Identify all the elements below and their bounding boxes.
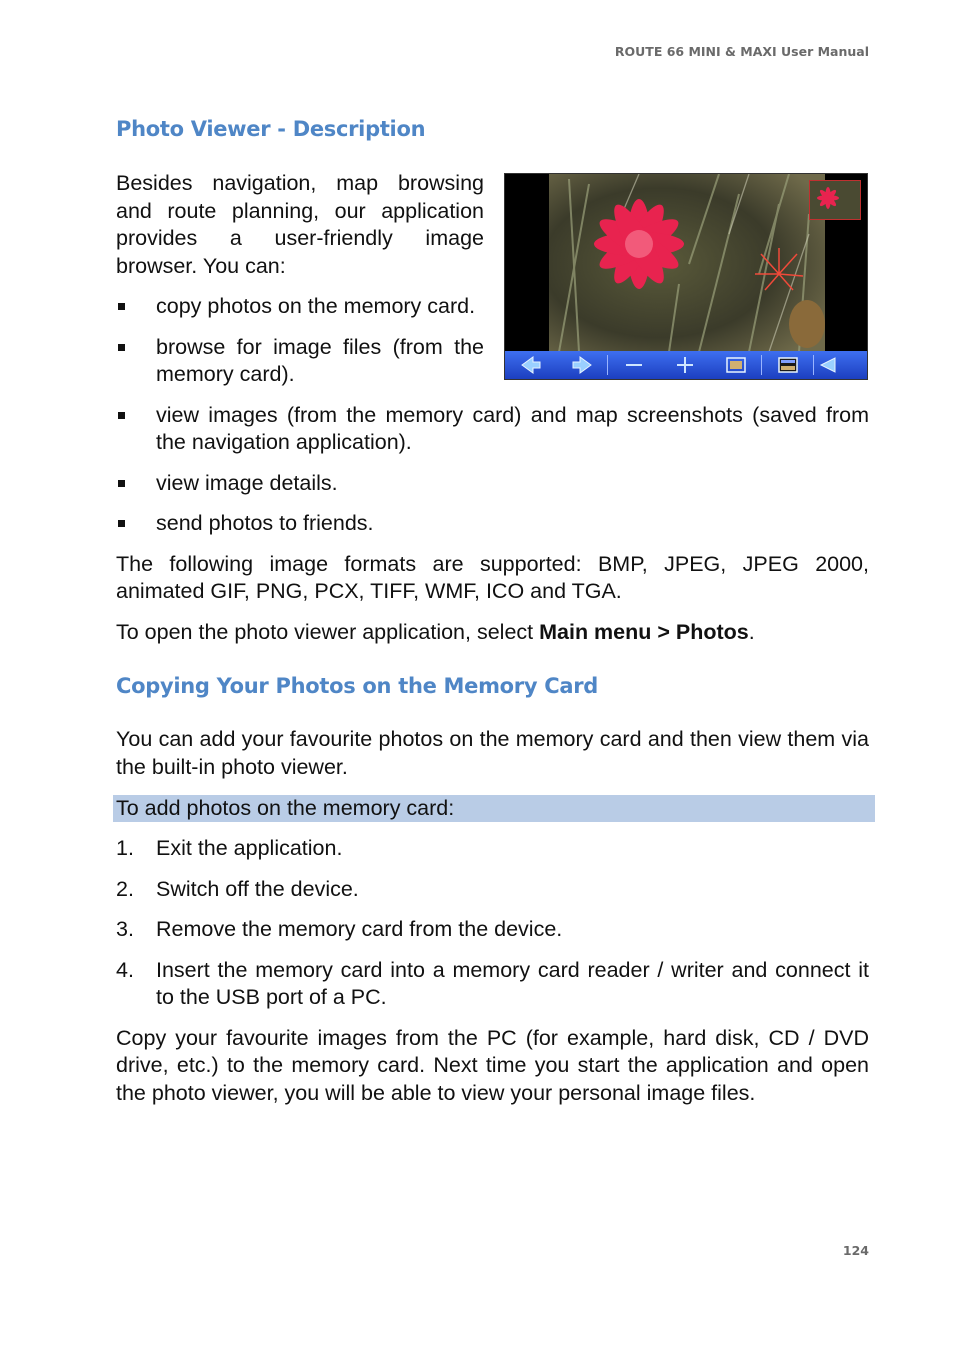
- list-item: [116, 334, 484, 389]
- arrow-left-icon[interactable]: [505, 351, 556, 379]
- step-item: [116, 876, 869, 904]
- image-details-icon[interactable]: [762, 351, 813, 379]
- list-item: [116, 510, 869, 538]
- bullet-list: [116, 402, 869, 538]
- bullet-icon: [118, 303, 125, 310]
- step-number: 3.: [116, 917, 134, 941]
- list-item-text: copy photos on the memory card.: [156, 294, 476, 318]
- copying-intro: You can add your favourite photos on the memory card and then view them via the built-in photo viewer.: [116, 727, 869, 779]
- list-item-text: send photos to friends.: [156, 511, 374, 535]
- bullet-icon: [118, 344, 125, 351]
- flower-photo: [549, 174, 825, 352]
- open-suffix: .: [748, 619, 755, 644]
- step-text: Switch off the device.: [156, 876, 359, 901]
- steps-list: [116, 835, 869, 1012]
- step-item: [116, 916, 869, 944]
- running-header: ROUTE 66 MINI & MAXI User Manual: [614, 44, 869, 59]
- arrow-right-icon[interactable]: [556, 351, 607, 379]
- fit-screen-icon[interactable]: [710, 351, 761, 379]
- step-text: Remove the memory card from the device.: [156, 917, 563, 941]
- step-text: Insert the memory card into a memory card reader / writer and connect it to the USB port of a PC.: [156, 957, 869, 1009]
- photo-viewer-screenshot: [504, 173, 868, 380]
- list-item-text: view image details.: [156, 470, 338, 495]
- step-text: Exit the application.: [156, 836, 343, 860]
- side-bullet-list: [116, 293, 484, 389]
- page-number: 124: [842, 1243, 869, 1258]
- step-item: [116, 835, 869, 863]
- list-item: [116, 293, 484, 321]
- zoom-out-icon[interactable]: [608, 351, 659, 379]
- open-prefix: To open the photo viewer application, select: [116, 619, 540, 644]
- list-item-text: browse for image files (from the memory card).: [156, 334, 484, 386]
- thumbnail-preview[interactable]: [809, 180, 861, 220]
- bullet-icon: [118, 480, 125, 487]
- collapse-icon[interactable]: [814, 351, 842, 379]
- menu-path: Main menu > Photos: [539, 619, 749, 644]
- closing-paragraph: Copy your favourite images from the PC (for example, hard disk, CD / DVD drive, etc.) to the memory card. Next time you start the application and open the photo viewer, you will be able to view your personal image files.: [116, 1025, 869, 1105]
- list-item: [116, 470, 869, 498]
- list-item: [116, 402, 869, 457]
- intro-column: [116, 170, 484, 389]
- intro-section: [116, 170, 869, 1107]
- bullet-icon: [118, 520, 125, 527]
- list-item-text: view images (from the memory card) and map screenshots (saved from the navigation application).: [156, 402, 869, 454]
- intro-paragraph: Besides navigation, map browsing and route planning, our application provides a user-friendly image browser. You can:: [116, 171, 484, 278]
- zoom-in-icon[interactable]: [659, 351, 710, 379]
- section-title-copying: Copying Your Photos on the Memory Card: [116, 674, 599, 698]
- open-instructions: [116, 619, 869, 647]
- procedure-title: To add photos on the memory card:: [113, 795, 875, 822]
- step-item: [116, 957, 869, 1012]
- formats-paragraph: The following image formats are supported: BMP, JPEG, JPEG 2000, animated GIF, PNG, PCX, TIFF, WMF, ICO and TGA.: [116, 551, 869, 603]
- bullet-icon: [118, 412, 125, 419]
- step-number: 2.: [116, 876, 134, 901]
- step-number: 1.: [116, 836, 134, 860]
- viewer-toolbar: [505, 351, 867, 379]
- section-title-photo-viewer: Photo Viewer - Description: [116, 117, 426, 141]
- step-number: 4.: [116, 957, 134, 982]
